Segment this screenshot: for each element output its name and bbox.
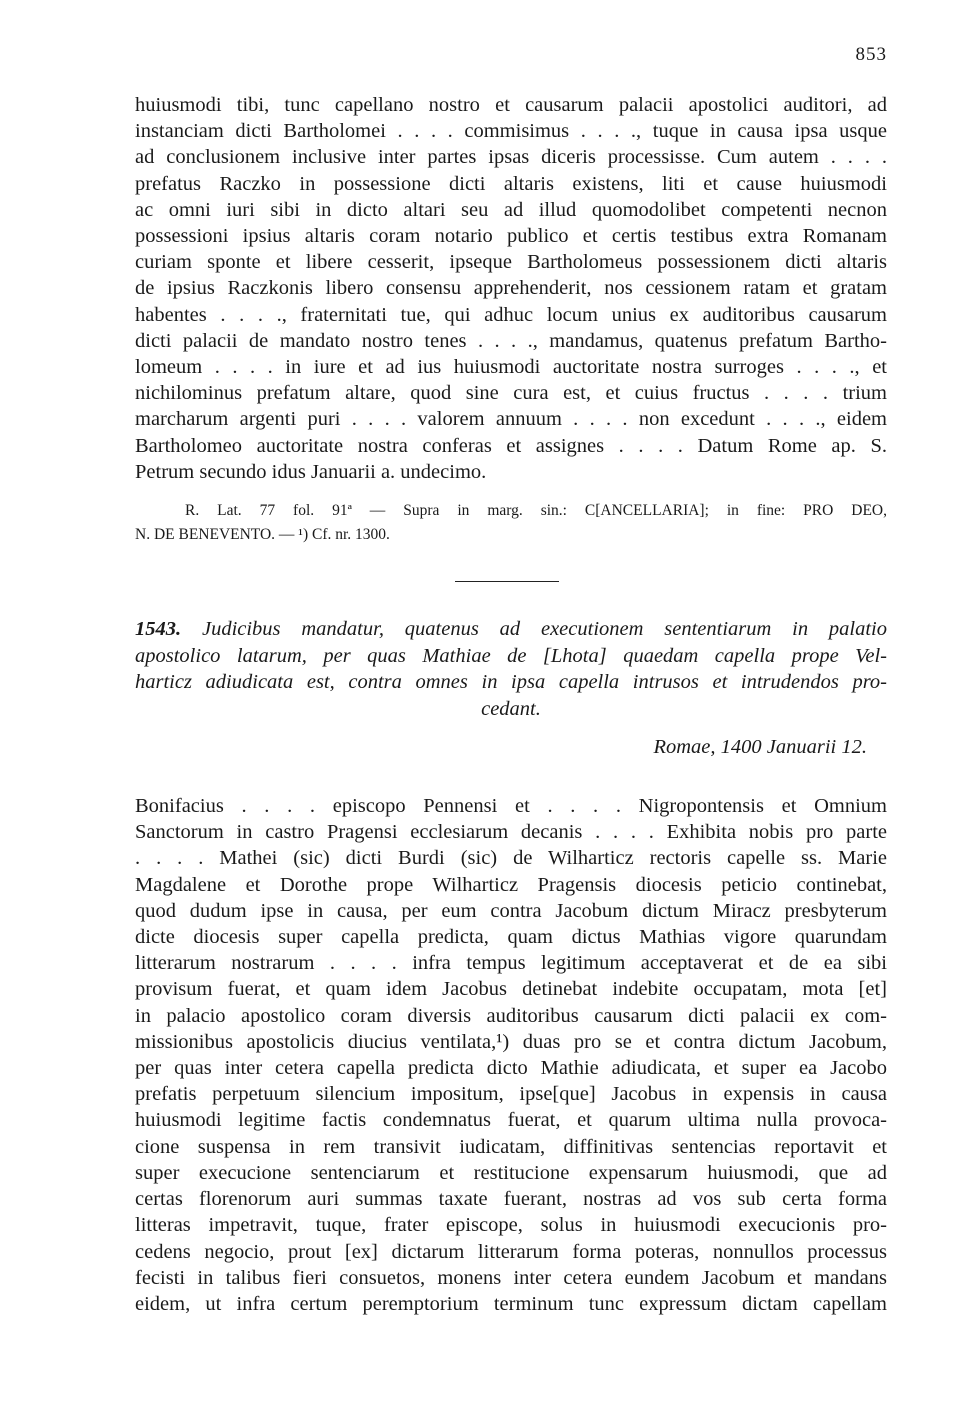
dateline: Romae, 1400 Januarii 12. [653, 736, 867, 759]
text-line: Petrum secundo idus Januarii a. undecimo. [135, 460, 487, 483]
text-line: instanciam dicti Bartholomei . . . . commisimus . . . ., tuque in causa ipsa usque [135, 120, 887, 143]
text-line: quod dudum ipse in causa, per eum contra Jacobum dictum Miracz presbyterum [135, 899, 887, 922]
text-line: Bartholomeo auctoritate nostra conferas et assignes . . . . Datum Rome ap. S. [135, 434, 887, 457]
document-number: 1543. [135, 618, 182, 641]
page-number: 853 [855, 44, 887, 65]
text-line: super execucione sentenciarum et restitucione expensarum huiusmodi, que ad [135, 1161, 887, 1184]
text-line: prefatis perpetuum silencium impositum, ipse[que] Jacobus in expensis in causa [135, 1083, 887, 1106]
text-line: certas florenorum auri summas taxate fuerant, nostras ad vos sub certa forma [135, 1188, 887, 1211]
text-line: curiam sponte et libere cesserit, ipseque Bartholomeus possessionem dicti altaris [135, 251, 887, 274]
text-line: dicti palacii de mandato nostro tenes . . . ., mandamus, quatenus prefatum Bartho- [135, 329, 887, 352]
text-line: cione suspensa in rem transivit iudicatam, diffinitivas sentencias reportavit et [135, 1135, 887, 1158]
summary-line: harticz adiudicata est, contra omnes in ipsa capella intrusos et intrudendos pro- [135, 671, 887, 694]
summary-text: Judicibus mandatur, quatenus ad executionem sententiarum in palatio [201, 618, 888, 641]
text-line: prefatus Raczko in possessione dicti altaris existens, liti et cause huiusmodi [135, 172, 887, 195]
text-line: in palacio apostolico coram diversis auditoribus causarum dicti palacii ex com- [135, 1004, 887, 1027]
text-line: per quas inter cetera capella predicta dicto Mathie adiudicata, et super ea Jacobo [135, 1057, 887, 1080]
text-line: huiusmodi tibi, tunc capellano nostro et causarum palacii apostolici auditori, ad [135, 94, 887, 116]
text-line: Sanctorum in castro Pragensi ecclesiarum decanis . . . . Exhibita nobis pro parte [135, 821, 887, 844]
text-line: nichilominus prefatum altare, quod sine cura est, et cuius fructus . . . . trium [135, 382, 887, 405]
text-line: ac omni iuri sibi in dicto altari seu ad illud quomodolibet competenti necnon [135, 198, 887, 221]
section-divider [455, 581, 559, 582]
text-line: eidem, ut infra certum peremptorium terminum tunc expressum dictam capellam [135, 1292, 887, 1315]
text-line: possessioni ipsius altaris coram notario publico et certis testibus extra Romanam [135, 225, 887, 248]
document-text [135, 793, 887, 1317]
text-line: litteras impetravit, tuque, frater episcope, solus in huiusmodi execucionis pro- [135, 1214, 887, 1237]
text-line: missionibus apostolicis diucius ventilata,¹) duas pro se et contra dictum Jacobum, [135, 1030, 887, 1053]
source-note [135, 499, 887, 547]
document-summary [135, 616, 887, 722]
summary-line [135, 616, 887, 643]
text-line: dicte diocesis super capella predicta, quam dictus Mathias vigore quarundam [135, 926, 887, 949]
text-line: huiusmodi legitime factis condemnatus fuerat, et quarum ultima nulla provoca- [135, 1109, 887, 1132]
text-line: Bonifacius . . . . episcopo Pennensi et . . . . Nigropontensis et Omnium [135, 795, 887, 818]
text-line: cedens negocio, prout [ex] dictarum litterarum forma poteras, nonnullos processus [135, 1240, 887, 1263]
text-line: Magdalene et Dorothe prope Wilharticz Pragensis diocesis peticio continebat, [135, 873, 887, 896]
text-line: litterarum nostrarum . . . . infra tempus legitimum acceptaverat et de ea sibi [135, 952, 887, 975]
text-line: de ipsius Raczkonis libero consensu apprehenderit, nos cessionem ratam et gratam [135, 277, 887, 300]
summary-line: cedant. [481, 697, 541, 720]
text-line: lomeum . . . . in iure et ad ius huiusmodi auctoritate nostra surroges . . . ., et [135, 356, 887, 379]
text-line: . . . . Mathei (sic) dicti Burdi (sic) de Wilharticz rectoris capelle ss. Marie [135, 847, 887, 870]
source-note-line: R. Lat. 77 fol. 91ª — Supra in marg. sin.: C[ANCELLARIA]; in fine: PRO DEO, [185, 502, 887, 520]
source-note-line: N. DE BENEVENTO. — ¹) Cf. nr. 1300. [135, 526, 390, 544]
text-line: ad conclusionem inclusive inter partes ipsas diceris processisse. Cum autem . . . . [135, 146, 887, 169]
summary-line: apostolico latarum, per quas Mathiae de [Lhota] quaedam capella prope Vel- [135, 644, 887, 667]
document-page [135, 40, 887, 1317]
text-line: provisum fuerat, et quam idem Jacobus detinebat indebite occupatam, mota [et] [135, 978, 887, 1001]
text-line: marcharum argenti puri . . . . valorem annuum . . . . non excedunt . . . ., eidem [135, 408, 887, 431]
text-line: habentes . . . ., fraternitati tue, qui adhuc locum unius ex auditoribus causarum [135, 303, 887, 326]
text-line: fecisti in talibus fieri consuetos, monens inter cetera eundem Jacobum et mandans [135, 1266, 887, 1289]
previous-document-text [135, 92, 887, 485]
